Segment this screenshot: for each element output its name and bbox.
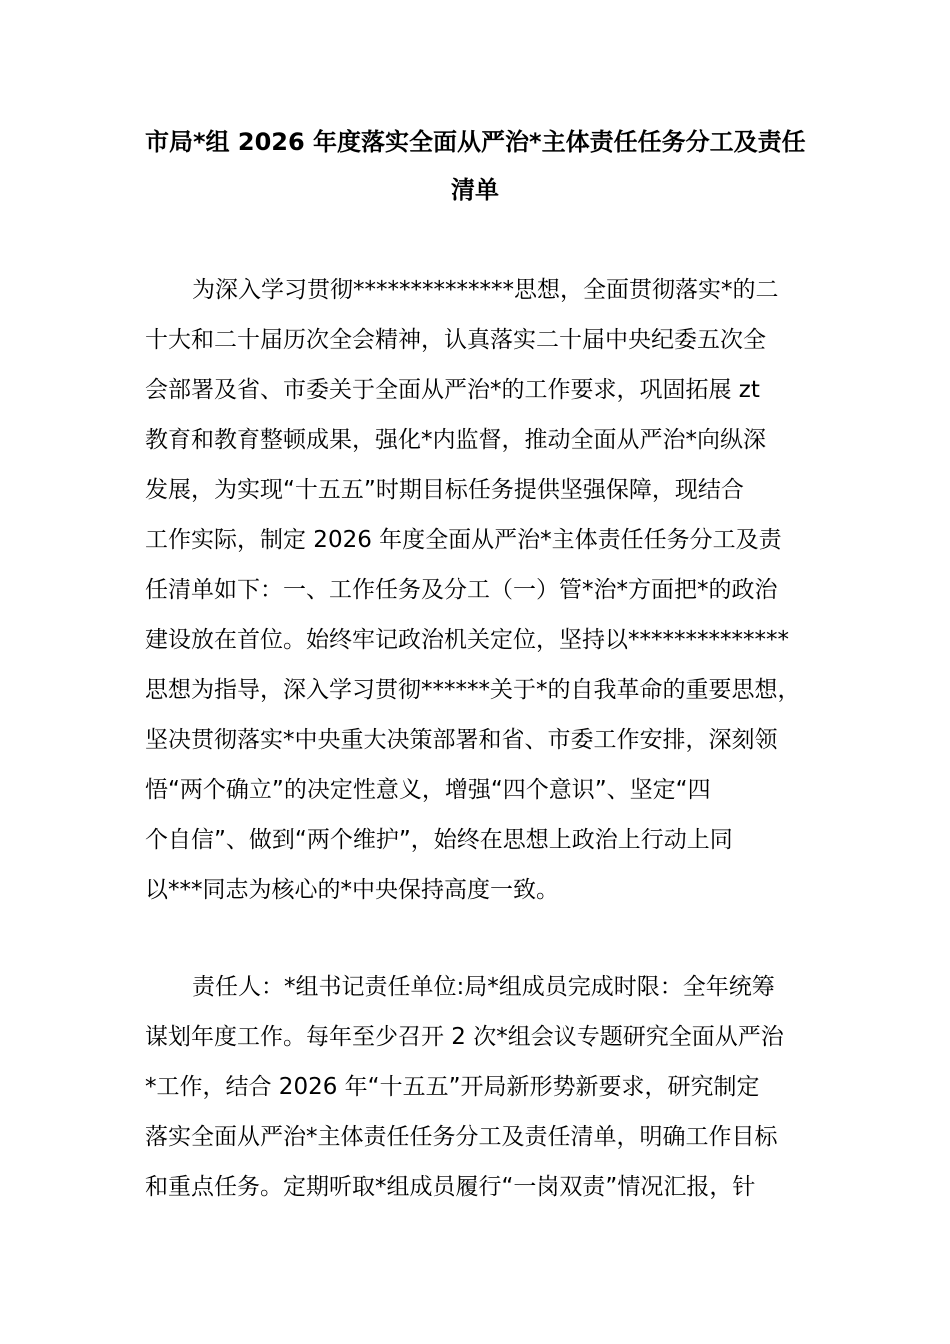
paragraph-line: 以***同志为核心的*中央保持高度一致。 xyxy=(145,877,559,903)
body-paragraph xyxy=(145,962,825,1212)
paragraph-line: 会部署及省、市委关于全面从严治*的工作要求，巩固拓展 zt xyxy=(145,377,760,403)
title-line: 市局*组 2026 年度落实全面从严治*主体责任任务分工及责任 xyxy=(145,128,806,156)
paragraph-line: 思想为指导，深入学习贯彻******关于*的自我革命的重要思想， xyxy=(145,677,801,703)
paragraph-line: 谋划年度工作。每年至少召开 2 次*组会议专题研究全面从严治 xyxy=(145,1024,784,1050)
paragraph-line: 任清单如下：一、工作任务及分工（一）管*治*方面把*的政治 xyxy=(145,577,778,603)
paragraph-line: 建设放在首位。始终牢记政治机关定位，坚持以************** xyxy=(145,627,789,653)
paragraph-line: 落实全面从严治*主体责任任务分工及责任清单，明确工作目标 xyxy=(145,1124,778,1150)
paragraph-line: 坚决贯彻落实*中央重大决策部署和省、市委工作安排，深刻领 xyxy=(145,727,778,753)
paragraph-line: 悟“两个确立”的决定性意义，增强“四个意识”、坚定“四 xyxy=(145,777,711,803)
body-paragraph xyxy=(145,265,825,915)
paragraph-line: 发展，为实现“十五五”时期目标任务提供坚强保障，现结合 xyxy=(145,477,744,503)
paragraph-line: *工作，结合 2026 年“十五五”开局新形势新要求，研究制定 xyxy=(145,1074,760,1100)
paragraph-line: 责任人：*组书记责任单位:局*组成员完成时限：全年统筹 xyxy=(192,974,775,1000)
paragraph-line: 个自信”、做到“两个维护”，始终在思想上政治上行动上同 xyxy=(145,827,733,853)
title-line: 清单 xyxy=(451,176,499,204)
paragraph-line: 教育和教育整顿成果，强化*内监督，推动全面从严治*向纵深 xyxy=(145,427,766,453)
paragraph-line: 工作实际，制定 2026 年度全面从严治*主体责任任务分工及责 xyxy=(145,527,782,553)
paragraph-line: 和重点任务。定期听取*组成员履行“一岗双责”情况汇报，针 xyxy=(145,1174,756,1200)
document-title xyxy=(145,118,805,214)
paragraph-line: 为深入学习贯彻**************思想，全面贯彻落实*的二 xyxy=(192,277,779,303)
paragraph-line: 十大和二十届历次全会精神，认真落实二十届中央纪委五次全 xyxy=(145,327,766,353)
